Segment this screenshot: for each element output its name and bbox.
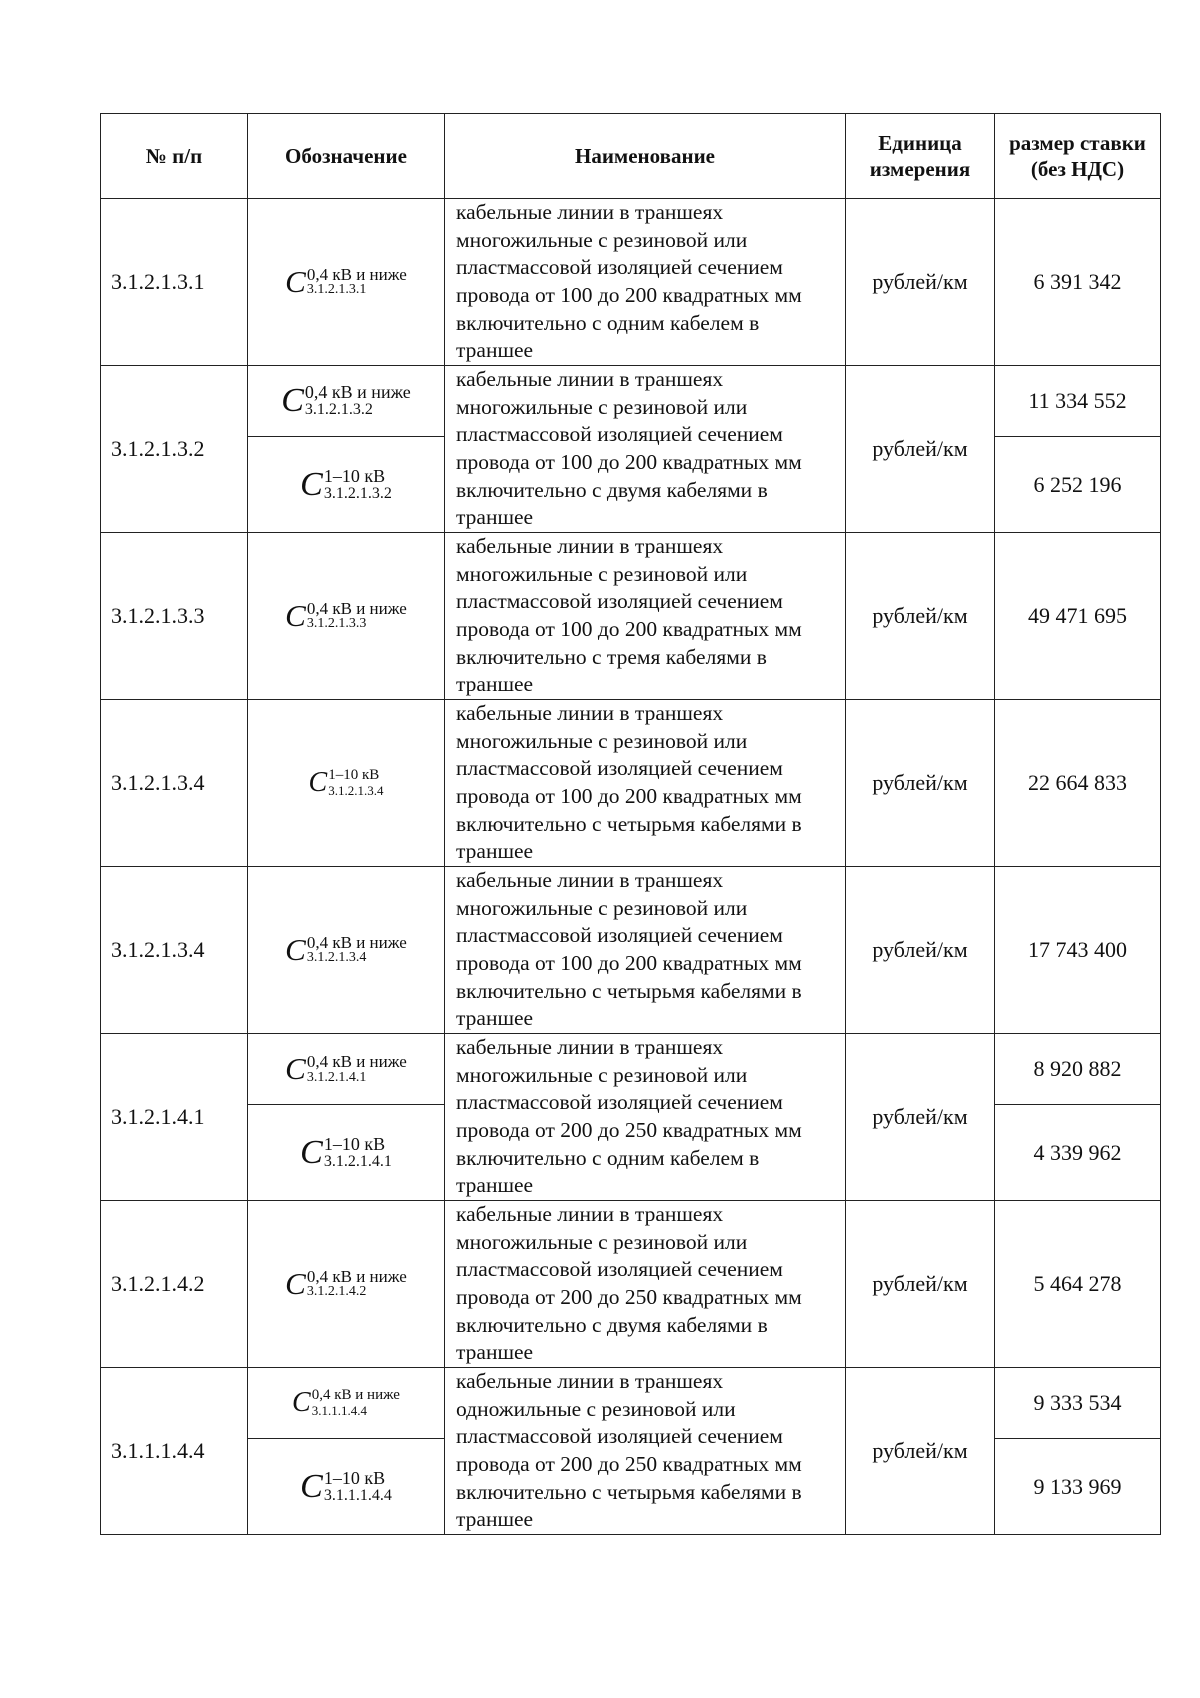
row-number: 3.1.2.1.3.3 <box>101 533 248 700</box>
designation-cell <box>248 700 445 867</box>
rate-value-cell: 4 339 962 <box>995 1105 1161 1201</box>
designation-cell <box>248 366 445 437</box>
rate-symbol <box>285 266 407 299</box>
row-number: 3.1.2.1.3.4 <box>101 700 248 867</box>
row-number: 3.1.1.1.4.4 <box>101 1368 248 1535</box>
symbol-indices <box>307 934 407 967</box>
table-row <box>101 867 1161 1034</box>
symbol-superscript: 1–10 кВ <box>323 465 386 486</box>
symbol-letter: C <box>285 598 306 634</box>
designation-cell <box>248 1368 445 1439</box>
symbol-indices <box>305 383 411 419</box>
rate-symbol <box>292 1388 400 1417</box>
symbol-letter: C <box>285 264 306 300</box>
symbol-letter: C <box>300 465 323 503</box>
designation-cell <box>248 1439 445 1535</box>
symbol-indices <box>324 1469 392 1505</box>
symbol-indices <box>307 1268 407 1301</box>
rate-symbol <box>309 768 384 797</box>
rate-symbol <box>285 1268 407 1301</box>
symbol-subscript: 3.1.2.1.4.1 <box>323 1152 392 1170</box>
symbol-letter: C <box>308 766 328 798</box>
designation-cell <box>248 199 445 366</box>
description-cell: кабельные линии в траншеях многожильные с резиновой или пластмассовой изоляцией сечением провода от 100 до 200 квадратных мм включительно с одним кабелем в траншее <box>445 199 846 366</box>
header-rate: размер ставки (без НДС) <box>995 114 1161 199</box>
symbol-letter: C <box>285 1266 306 1302</box>
rate-symbol <box>285 1053 407 1086</box>
symbol-subscript: 3.1.2.1.3.4 <box>306 950 367 966</box>
designation-cell <box>248 437 445 533</box>
header-name: Наименование <box>445 114 846 199</box>
row-number: 3.1.2.1.3.2 <box>101 366 248 533</box>
unit-cell: рублей/км <box>846 700 995 867</box>
symbol-letter: C <box>300 1133 323 1171</box>
symbol-superscript: 0,4 кВ и ниже <box>306 598 407 618</box>
symbol-superscript: 0,4 кВ и ниже <box>306 1051 407 1071</box>
symbol-subscript: 3.1.2.1.4.2 <box>306 1284 367 1300</box>
symbol-indices <box>324 467 392 503</box>
symbol-superscript: 1–10 кВ <box>323 1467 386 1488</box>
rate-symbol <box>300 1469 392 1505</box>
row-number: 3.1.2.1.4.1 <box>101 1034 248 1201</box>
table-row <box>101 199 1161 366</box>
designation-cell <box>248 867 445 1034</box>
rate-value-cell: 49 471 695 <box>995 533 1161 700</box>
unit-cell: рублей/км <box>846 1034 995 1201</box>
rate-symbol <box>300 467 392 503</box>
rate-value-cell: 9 333 534 <box>995 1368 1161 1439</box>
symbol-subscript: 3.1.2.1.3.3 <box>306 616 367 632</box>
rate-value-cell: 17 743 400 <box>995 867 1161 1034</box>
rate-value-cell: 8 920 882 <box>995 1034 1161 1105</box>
header-row <box>101 114 1161 199</box>
description-cell: кабельные линии в траншеях многожильные с резиновой или пластмассовой изоляцией сечением провода от 200 до 250 квадратных мм включительно с одним кабелем в траншее <box>445 1034 846 1201</box>
symbol-subscript: 3.1.2.1.3.4 <box>328 783 384 799</box>
description-cell: кабельные линии в траншеях многожильные с резиновой или пластмассовой изоляцией сечением провода от 100 до 200 квадратных мм включительно с двумя кабелями в траншее <box>445 366 846 533</box>
description-cell: кабельные линии в траншеях многожильные с резиновой или пластмассовой изоляцией сечением провода от 100 до 200 квадратных мм включительно с тремя кабелями в траншее <box>445 533 846 700</box>
header-num: № п/п <box>101 114 248 199</box>
symbol-indices <box>324 1135 392 1171</box>
symbol-letter: C <box>281 382 304 420</box>
rate-value-cell: 11 334 552 <box>995 366 1161 437</box>
rate-symbol <box>285 934 407 967</box>
description-cell: кабельные линии в траншеях одножильные с резиновой или пластмассовой изоляцией сечением провода от 200 до 250 квадратных мм включительно с четырьмя кабелями в траншее <box>445 1368 846 1535</box>
table-row <box>101 366 1161 437</box>
symbol-indices <box>307 600 407 633</box>
symbol-subscript: 3.1.2.1.3.2 <box>323 484 392 502</box>
symbol-indices <box>307 266 407 299</box>
unit-cell: рублей/км <box>846 1201 995 1368</box>
symbol-superscript: 0,4 кВ и ниже <box>306 1266 407 1286</box>
table-row <box>101 533 1161 700</box>
symbol-subscript: 3.1.1.1.4.4 <box>323 1486 392 1504</box>
table-row <box>101 1201 1161 1368</box>
table-row <box>101 1034 1161 1105</box>
unit-cell: рублей/км <box>846 199 995 366</box>
unit-cell: рублей/км <box>846 366 995 533</box>
designation-cell <box>248 1201 445 1368</box>
symbol-subscript: 3.1.1.1.4.4 <box>311 1403 367 1419</box>
table-body <box>101 199 1161 1535</box>
symbol-subscript: 3.1.2.1.4.1 <box>306 1069 367 1085</box>
unit-cell: рублей/км <box>846 533 995 700</box>
rate-symbol <box>285 600 407 633</box>
symbol-indices <box>307 1053 407 1086</box>
rate-value-cell: 22 664 833 <box>995 700 1161 867</box>
symbol-superscript: 0,4 кВ и ниже <box>304 382 411 403</box>
unit-cell: рублей/км <box>846 867 995 1034</box>
symbol-indices <box>328 768 383 797</box>
designation-cell <box>248 1034 445 1105</box>
description-cell: кабельные линии в траншеях многожильные с резиновой или пластмассовой изоляцией сечением провода от 100 до 200 квадратных мм включительно с четырьмя кабелями в траншее <box>445 867 846 1034</box>
symbol-superscript: 0,4 кВ и ниже <box>306 264 407 284</box>
description-cell: кабельные линии в траншеях многожильные с резиновой или пластмассовой изоляцией сечением провода от 100 до 200 квадратных мм включительно с четырьмя кабелями в траншее <box>445 700 846 867</box>
row-number: 3.1.2.1.3.1 <box>101 199 248 366</box>
symbol-letter: C <box>300 1467 323 1505</box>
rate-value-cell: 9 133 969 <box>995 1439 1161 1535</box>
designation-cell <box>248 533 445 700</box>
row-number: 3.1.2.1.4.2 <box>101 1201 248 1368</box>
symbol-superscript: 0,4 кВ и ниже <box>311 1387 400 1404</box>
rate-symbol <box>300 1135 392 1171</box>
tariff-table <box>100 113 1161 1535</box>
description-cell: кабельные линии в траншеях многожильные с резиновой или пластмассовой изоляцией сечением провода от 200 до 250 квадратных мм включительно с двумя кабелями в траншее <box>445 1201 846 1368</box>
table-header <box>101 114 1161 199</box>
header-designation: Обозначение <box>248 114 445 199</box>
symbol-superscript: 0,4 кВ и ниже <box>306 932 407 952</box>
symbol-indices <box>312 1388 400 1417</box>
symbol-letter: C <box>285 1051 306 1087</box>
designation-cell <box>248 1105 445 1201</box>
row-number: 3.1.2.1.3.4 <box>101 867 248 1034</box>
table-row <box>101 1368 1161 1439</box>
rate-value-cell: 6 391 342 <box>995 199 1161 366</box>
symbol-subscript: 3.1.2.1.3.1 <box>306 282 367 298</box>
symbol-subscript: 3.1.2.1.3.2 <box>304 401 373 419</box>
header-unit: Единица измерения <box>846 114 995 199</box>
table-row <box>101 700 1161 867</box>
symbol-superscript: 1–10 кВ <box>328 767 380 784</box>
symbol-letter: C <box>285 932 306 968</box>
symbol-superscript: 1–10 кВ <box>323 1133 386 1154</box>
rate-value-cell: 6 252 196 <box>995 437 1161 533</box>
symbol-letter: C <box>292 1387 311 1419</box>
unit-cell: рублей/км <box>846 1368 995 1535</box>
rate-value-cell: 5 464 278 <box>995 1201 1161 1368</box>
rate-symbol <box>281 383 411 419</box>
